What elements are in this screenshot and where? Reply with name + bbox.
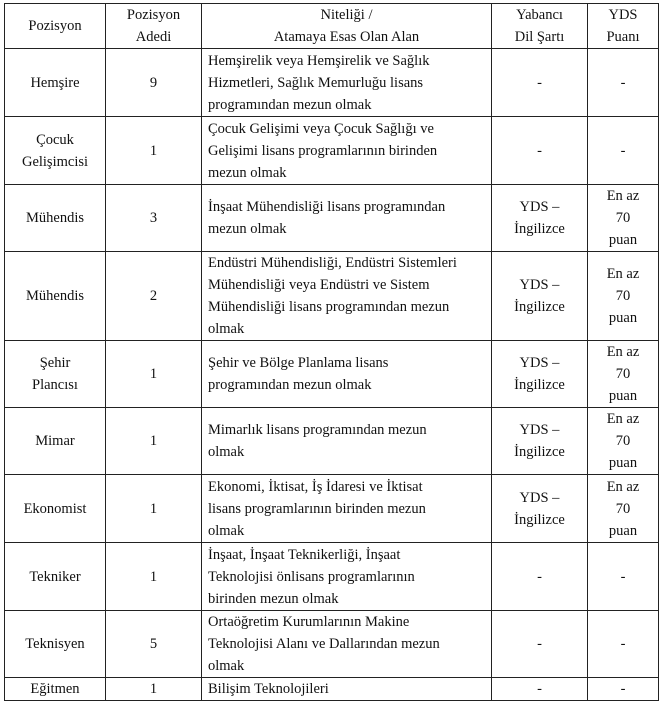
cell-qualification: Ortaöğretim Kurumlarının Makine Teknolojisi Alanı ve Dallarından mezun olmak [202, 611, 492, 678]
cell-position: Mimar [5, 408, 106, 475]
cell-qualification: Mimarlık lisans programından mezun olmak [202, 408, 492, 475]
cell-yds: En az 70 puan [588, 341, 659, 408]
cell-qualification: İnşaat, İnşaat Teknikerliği, İnşaat Teknolojisi önlisans programlarının birinden mezun olmak [202, 543, 492, 611]
cell-count: 2 [106, 252, 202, 341]
cell-position: Mühendis [5, 185, 106, 252]
header-position: Pozisyon [5, 4, 106, 49]
cell-count: 1 [106, 543, 202, 611]
header-yds: YDS Puanı [588, 4, 659, 49]
cell-position: Çocuk Gelişimcisi [5, 117, 106, 185]
cell-qualification: Bilişim Teknolojileri [202, 678, 492, 701]
cell-language: - [492, 117, 588, 185]
table-row [5, 341, 659, 408]
cell-position: Mühendis [5, 252, 106, 341]
cell-yds: En az 70 puan [588, 408, 659, 475]
cell-language: YDS – İngilizce [492, 475, 588, 543]
cell-yds: En az 70 puan [588, 475, 659, 543]
cell-qualification: Hemşirelik veya Hemşirelik ve Sağlık Hizmetleri, Sağlık Memurluğu lisans programından mezun olmak [202, 49, 492, 117]
cell-language: YDS – İngilizce [492, 252, 588, 341]
table-row [5, 543, 659, 611]
cell-yds: - [588, 678, 659, 701]
cell-language: - [492, 611, 588, 678]
positions-table [4, 3, 659, 701]
cell-yds: En az 70 puan [588, 185, 659, 252]
cell-count: 9 [106, 49, 202, 117]
table-row [5, 408, 659, 475]
cell-position: Eğitmen [5, 678, 106, 701]
cell-qualification: Çocuk Gelişimi veya Çocuk Sağlığı ve Gelişimi lisans programlarının birinden mezun olmak [202, 117, 492, 185]
cell-count: 1 [106, 475, 202, 543]
cell-yds: - [588, 543, 659, 611]
table-row [5, 252, 659, 341]
cell-qualification: İnşaat Mühendisliği lisans programından mezun olmak [202, 185, 492, 252]
cell-language: - [492, 543, 588, 611]
table-row [5, 611, 659, 678]
cell-count: 1 [106, 678, 202, 701]
table-row [5, 49, 659, 117]
cell-count: 1 [106, 117, 202, 185]
cell-position: Şehir Plancısı [5, 341, 106, 408]
cell-position: Teknisyen [5, 611, 106, 678]
cell-language: YDS – İngilizce [492, 408, 588, 475]
cell-qualification: Ekonomi, İktisat, İş İdaresi ve İktisat lisans programlarının birinden mezun olmak [202, 475, 492, 543]
cell-qualification: Endüstri Mühendisliği, Endüstri Sistemleri Mühendisliği veya Endüstri ve Sistem Mühendisliği lisans programından mezun olmak [202, 252, 492, 341]
header-qualification: Niteliği / Atamaya Esas Olan Alan [202, 4, 492, 49]
cell-language: - [492, 678, 588, 701]
cell-count: 5 [106, 611, 202, 678]
cell-count: 1 [106, 408, 202, 475]
cell-yds: - [588, 49, 659, 117]
header-language: Yabancı Dil Şartı [492, 4, 588, 49]
cell-language: - [492, 49, 588, 117]
cell-language: YDS – İngilizce [492, 185, 588, 252]
footer-continuation [4, 687, 658, 696]
cell-position: Hemşire [5, 49, 106, 117]
cell-qualification: Şehir ve Bölge Planlama lisans programından mezun olmak [202, 341, 492, 408]
header-count: Pozisyon Adedi [106, 4, 202, 49]
table-row [5, 185, 659, 252]
cell-yds: En az 70 puan [588, 252, 659, 341]
cell-count: 3 [106, 185, 202, 252]
table-row [5, 475, 659, 543]
cell-position: Tekniker [5, 543, 106, 611]
table-row [5, 117, 659, 185]
header-row [5, 4, 659, 49]
cell-yds: - [588, 117, 659, 185]
cell-position: Ekonomist [5, 475, 106, 543]
cell-yds: - [588, 611, 659, 678]
cell-count: 1 [106, 341, 202, 408]
cell-language: YDS – İngilizce [492, 341, 588, 408]
